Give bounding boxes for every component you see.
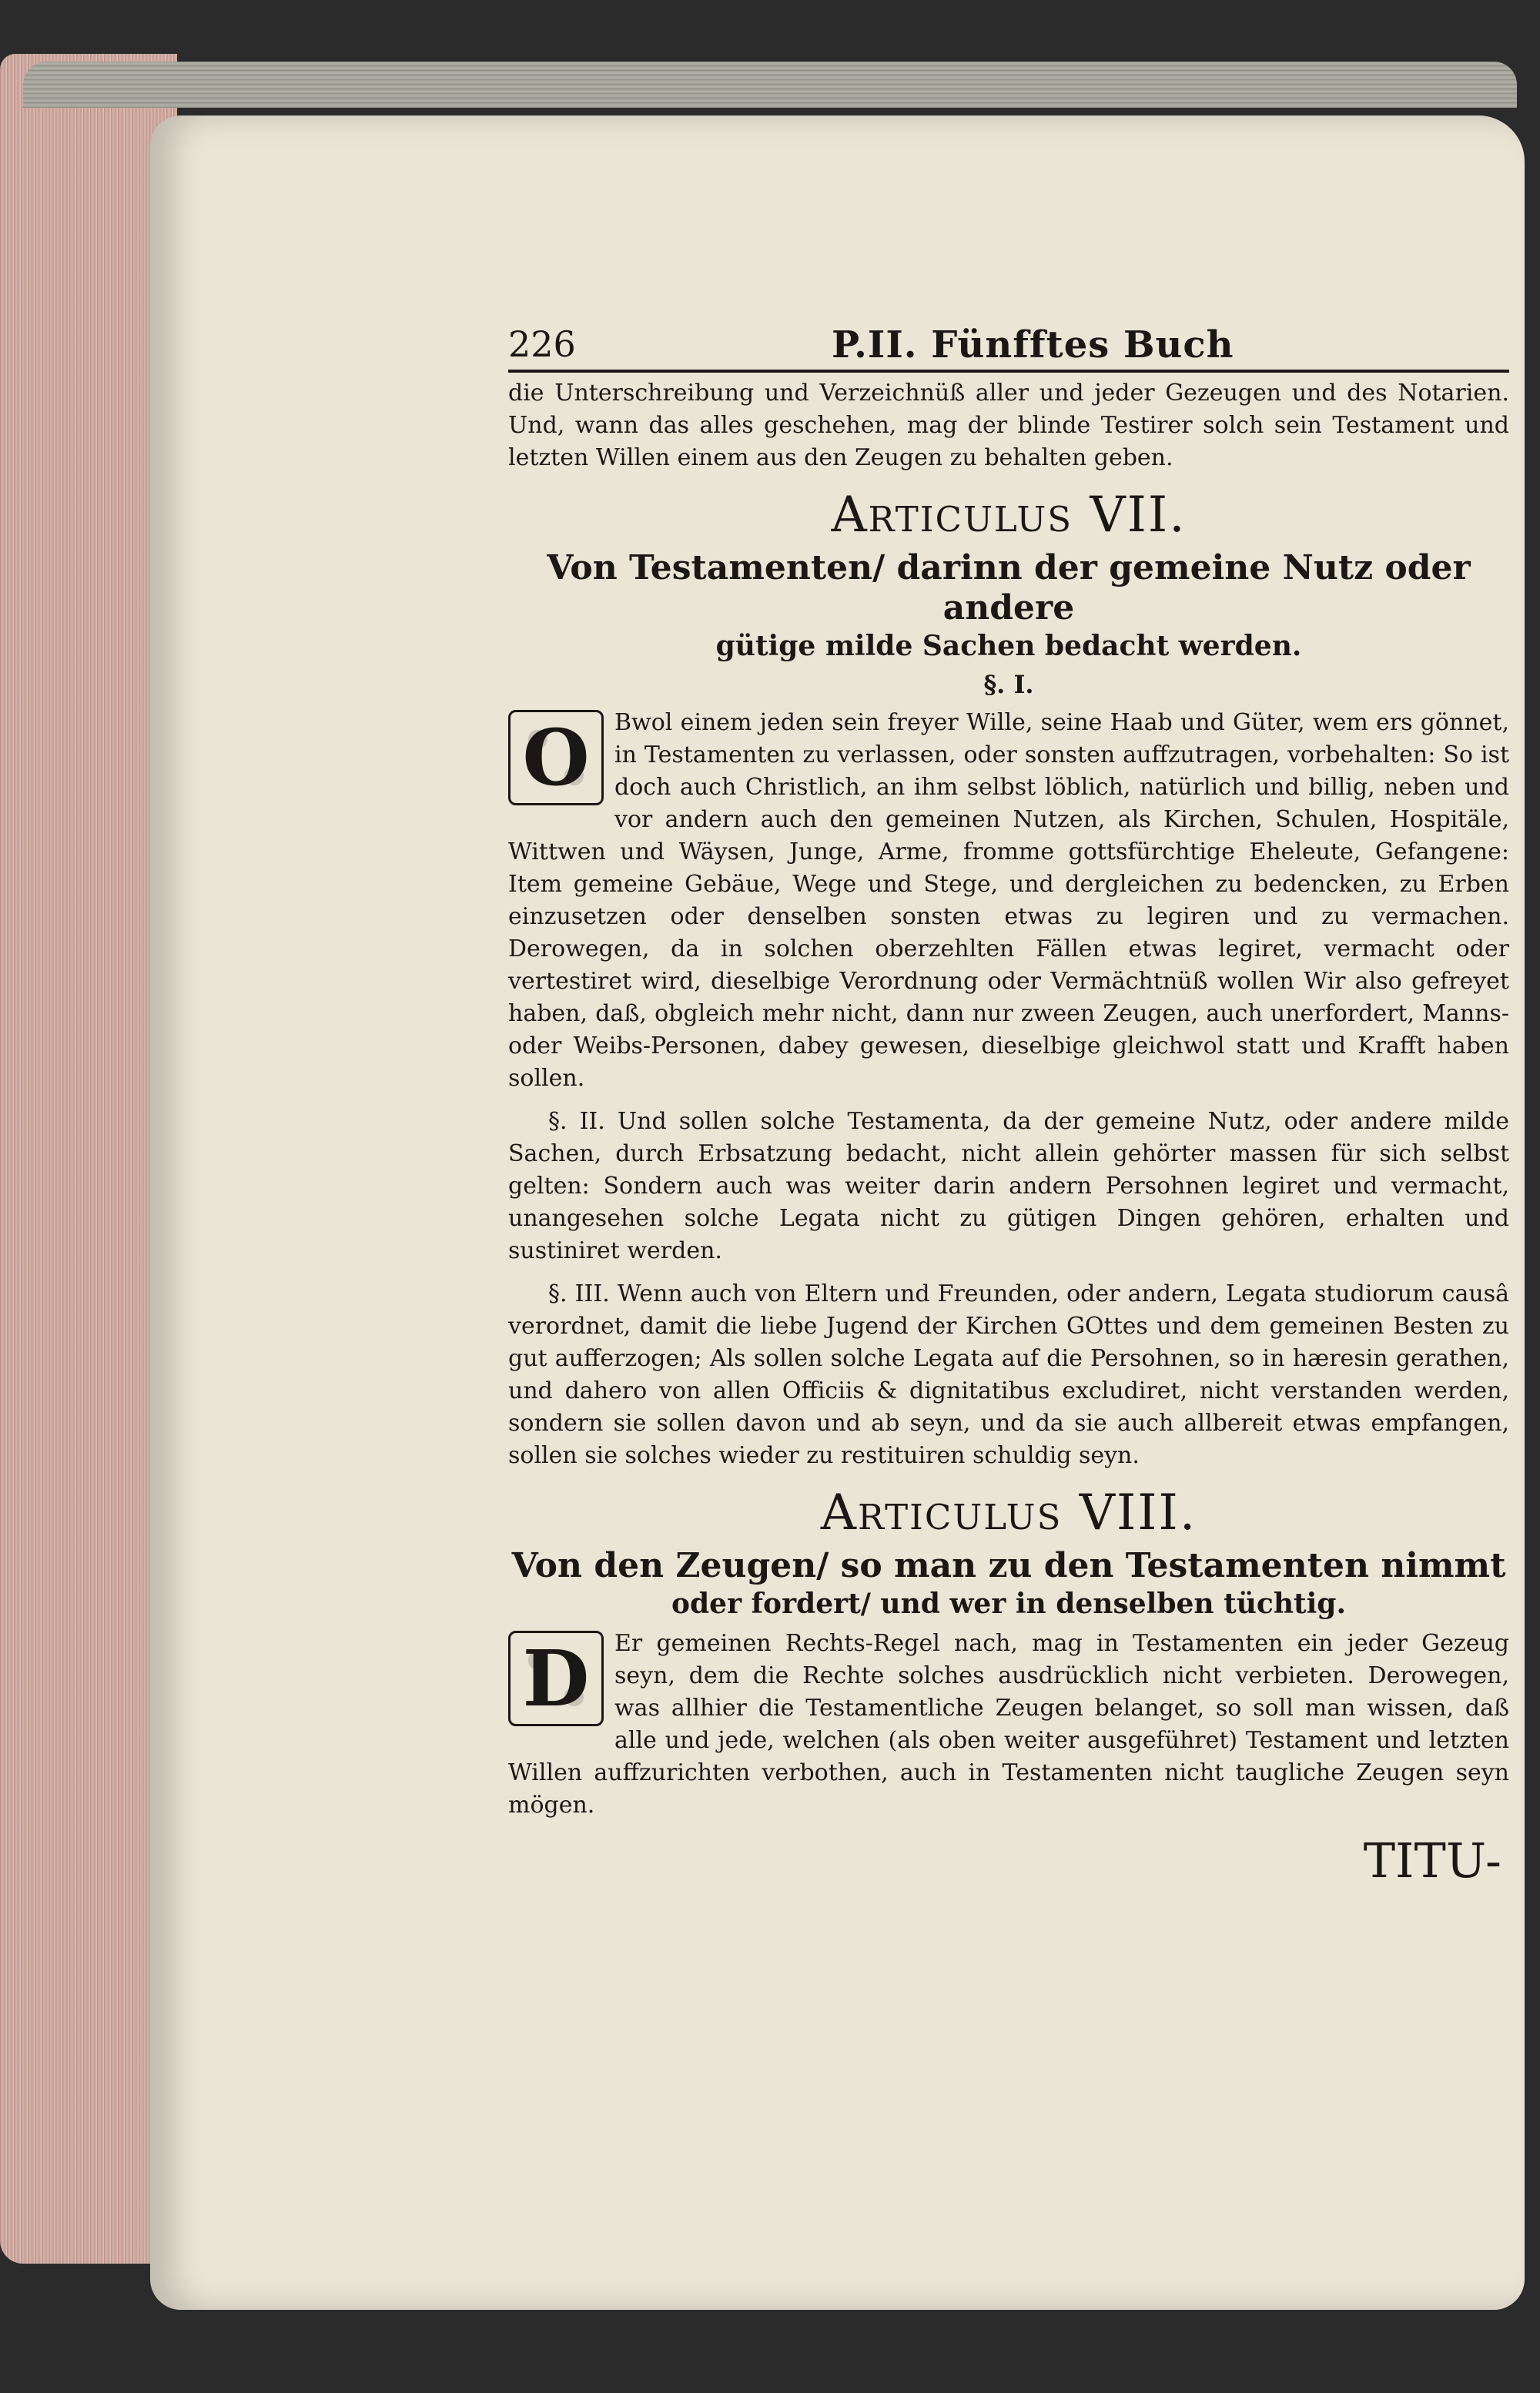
article-7-paragraph-1 bbox=[508, 707, 1509, 1095]
article-7-paragraph-1-text: Bwol einem jeden sein freyer Wille, seine Haab und Güter, wem ers gönnet, in Testamenten zu verlassen, oder sonsten auffzutragen, vorbehalten: So ist doch auch Christlich, an ihm selbst löblich, natürlich und billig, neben und vor andern auch den gemeinen Nutzen, als Kirchen, Schulen, Hospitäle, Wittwen und Wäysen, Junge, Arme, fromme gottsfürchtige Eheleute, Gefangene: Item gemeine Gebäue, Wege und Stege, und dergleichen zu bedencken, zu Erben einzusetzen oder denselben sonsten etwas zu legiren und zu vermachen. Derowegen, da in solchen oberzehlten Fällen etwas legiret, vermacht oder vertestiret wird, dieselbige Verordnung oder Vermächtnüß wollen Wir also gefreyet haben, daß, obgleich mehr nicht, dann nur zween Zeugen, auch unerfordert, Manns- oder Weibs-Personen, dabey gewesen, dieselbige gleichwol statt und Krafft haben sollen. bbox=[508, 709, 1509, 1092]
decorated-initial: O bbox=[508, 710, 604, 805]
article-7-subheading: gütige milde Sachen bedacht werden. bbox=[715, 630, 1302, 662]
article-7-title: Articulus VII. bbox=[831, 487, 1187, 544]
catchword: TITU- bbox=[1363, 1832, 1502, 1889]
book-top-edge bbox=[23, 62, 1517, 108]
section-mark-1: §. I. bbox=[983, 670, 1034, 699]
page-content bbox=[508, 316, 1509, 1889]
article-8-paragraph-1-text: Er gemeinen Rechts-Regel nach, mag in Testamenten ein jeder Gezeug seyn, dem die Rechte solches ausdrücklich nicht verbieten. Derowegen, was allhier die Testamentliche Zeugen belanget, so soll man wissen, daß alle und jede, welchen (als oben weiter ausgeführet) Testament und letzten Willen auffzurichten verbothen, auch in Testamenten nicht taugliche Zeugen seyn mögen. bbox=[508, 1630, 1509, 1819]
article-7-heading: Von Testamenten/ darinn der gemeine Nutz oder andere bbox=[547, 548, 1471, 628]
decorated-initial: D bbox=[508, 1631, 604, 1726]
article-8-heading: Von den Zeugen/ so man zu den Testamenten nimmt bbox=[511, 1546, 1506, 1585]
intro-paragraph: die Unterschreibung und Verzeichnüß aller und jeder Gezeugen und des Notarien. Und, wann das alles geschehen, mag der blinde Testirer solch sein Testament und letzten Willen einem aus den Zeugen zu behalten geben. bbox=[508, 380, 1509, 471]
article-7-paragraph-2: §. II. Und sollen solche Testamenta, da der gemeine Nutz, oder andere milde Sachen, durch Erbsatzung bedacht, nicht allein gehörter massen für sich selbst gelten: Sondern auch was weiter darin andern Persohnen legiret und vermacht, unangesehen solche Legata nicht zu gütigen Dingen gehören, erhalten und sustiniret werden. bbox=[508, 1108, 1509, 1264]
article-8-subheading: oder fordert/ und wer in denselben tüchtig. bbox=[671, 1588, 1347, 1620]
running-title: P.II. Fünfftes Buch bbox=[832, 323, 1234, 366]
page-number: 226 bbox=[508, 323, 576, 365]
article-8-title: Articulus VIII. bbox=[820, 1484, 1197, 1541]
article-7-paragraph-3: §. III. Wenn auch von Eltern und Freunden, oder andern, Legata studiorum causâ verordnet, damit die liebe Jugend der Kirchen GOttes und dem gemeinen Besten zu gut aufferzogen; Als sollen solche Legata auf die Persohnen, so in hæresin gerathen, und dahero von allen Officiis & dignitatibus excludiret, nicht verstanden werden, sondern sie sollen davon und ab seyn, und da sie auch allbereit etwas empfangen, sollen sie solches wieder zu restituiren schuldig seyn. bbox=[508, 1280, 1509, 1469]
page-header bbox=[508, 316, 1509, 373]
article-8-paragraph-1 bbox=[508, 1628, 1509, 1822]
